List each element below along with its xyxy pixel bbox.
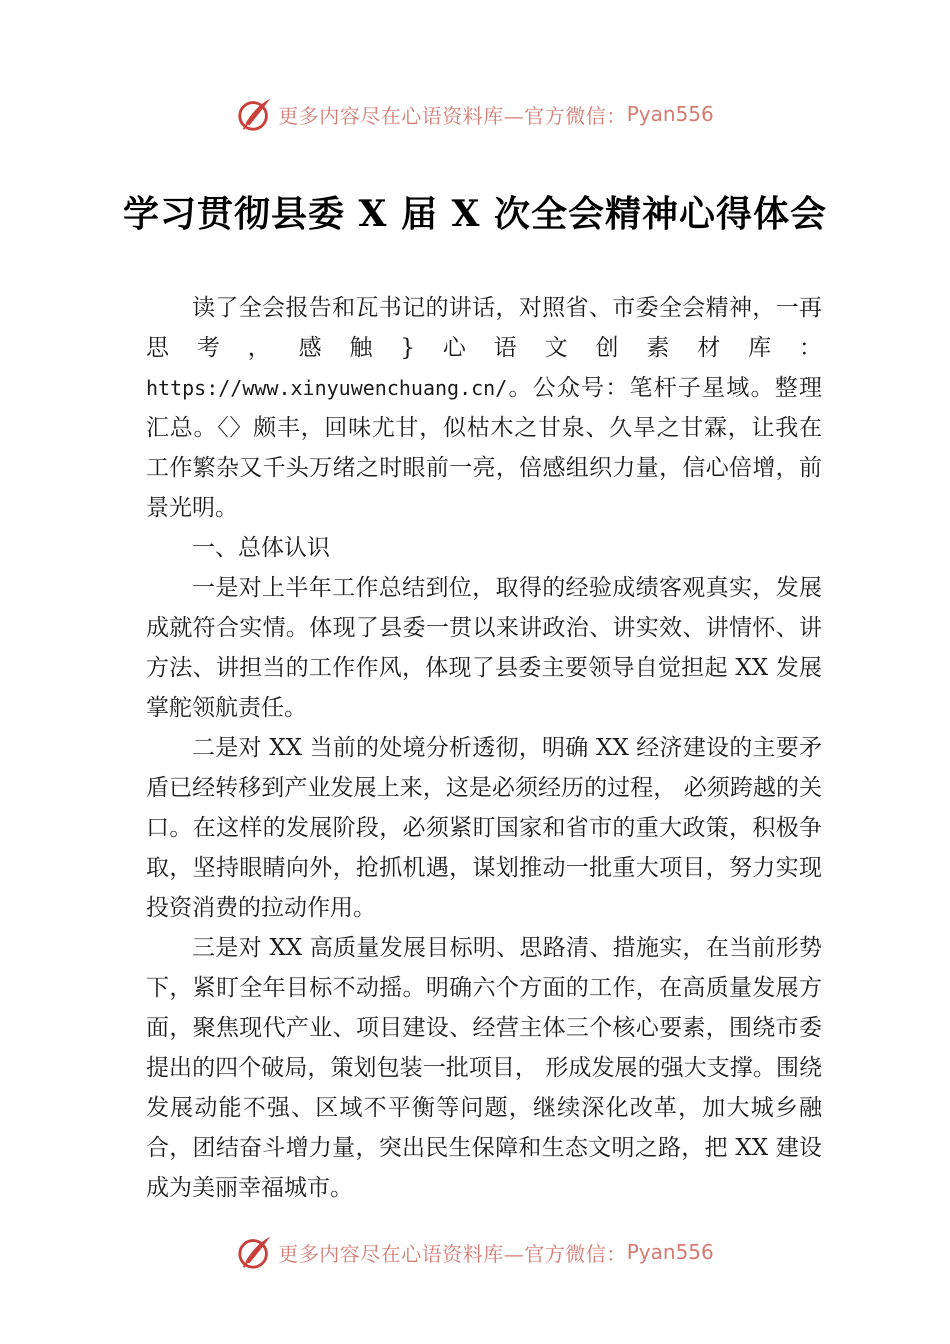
source-url: https://www.xinyuwenchuang.cn/: [146, 376, 508, 400]
document-body: [146, 288, 822, 1208]
watermark-text: 更多内容尽在心语资料库—官方微信：: [278, 103, 627, 128]
watermark-wechat-id: Pyan556: [626, 102, 714, 126]
watermark-wechat-id: Pyan556: [626, 1240, 714, 1264]
intro-text-b: 。公众号：笔杆子星域。整理汇总。〈〉颇丰，回味尤甘，似枯木之甘泉、久旱之甘霖，让我在工作繁杂又千头万绪之时眼前一亮，倍感组织力量，信心倍增，前景光明。: [146, 375, 822, 521]
watermark-footer: [0, 1232, 950, 1272]
paragraph-point-3: 三是对 XX 高质量发展目标明、思路清、措施实，在当前形势下，紧盯全年目标不动摇。明确六个方面的工作，在高质量发展方面，聚焦现代产业、项目建设、经营主体三个核心要素，围绕市委提出的四个破局，策划包装一批项目， 形成发展的强大支撑。围绕发展动能不强、区域不平衡等问题，继续深化改革，加大城乡融合，团结奋斗增力量，突出民生保障和生态文明之路，把 XX 建设成为美丽幸福城市。: [146, 935, 822, 1201]
quill-logo-icon: [236, 95, 274, 133]
document-title: 学习贯彻县委 X 届 X 次全会精神心得体会: [123, 193, 827, 235]
intro-text-a: 读了全会报告和瓦书记的讲话，对照省、市委全会精神，一再思考，感触}心语文创素材库：: [146, 295, 822, 361]
watermark-text: 更多内容尽在心语资料库—官方微信：: [278, 1241, 627, 1266]
quill-logo-icon: [236, 1233, 274, 1271]
paragraph-point-2: 二是对 XX 当前的处境分析透彻，明确 XX 经济建设的主要矛盾已经转移到产业发展上来，这是必须经历的过程， 必须跨越的关口。在这样的发展阶段，必须紧盯国家和省市的重大政策，积极争取，坚持眼睛向外，抢抓机遇，谋划推动一批重大项目，努力实现投资消费的拉动作用。: [146, 735, 822, 921]
paragraph-point-1: 一是对上半年工作总结到位，取得的经验成绩客观真实，发展成就符合实情。体现了县委一贯以来讲政治、讲实效、讲情怀、讲方法、讲担当的工作作风，体现了县委主要领导自觉担起 XX 发展掌舵领航责任。: [146, 575, 822, 721]
paragraph-intro: [146, 288, 822, 528]
section-heading: 一、总体认识: [192, 535, 330, 561]
watermark-header: [0, 94, 950, 134]
